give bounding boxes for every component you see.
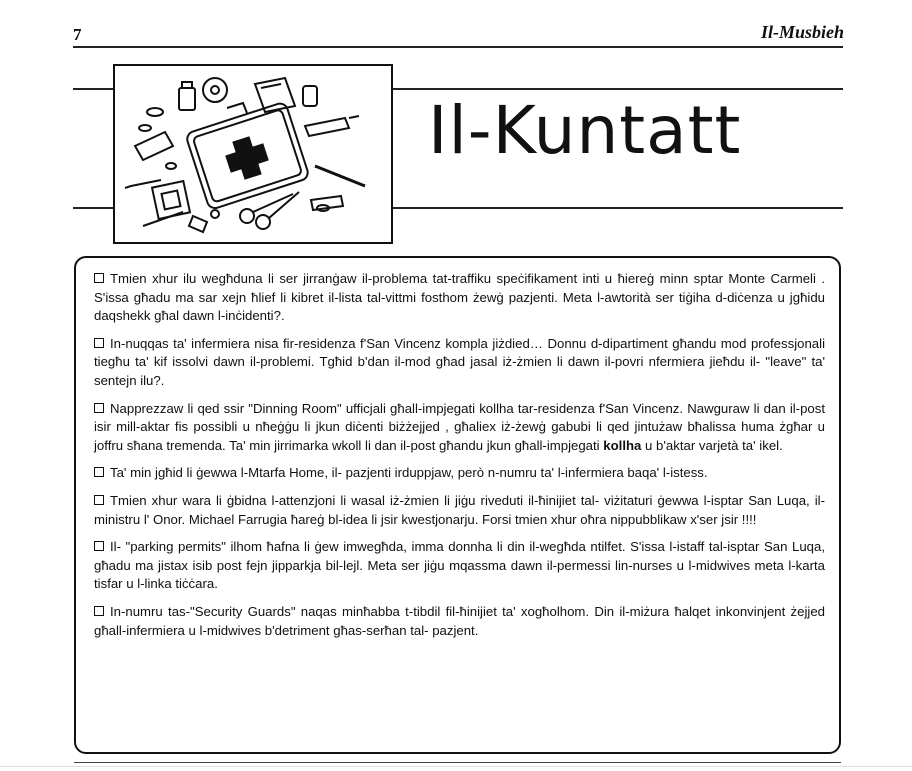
next-box-edge [74, 762, 841, 763]
paragraph-7: In-numru tas-"Security Guards" naqas minħabba t-tibdil fil-ħinijiet ta' xogħolhom. Din il-miżura ħalqet inkonvinjent żejjed għall-infermiera u l-midwives b'detriment għas-serħan tal- pazjent. [94, 603, 825, 638]
article-title: Il-Kuntatt [428, 92, 742, 169]
checkbox-bullet-icon [94, 606, 104, 616]
paragraph-1: Tmien xhur ilu wegħduna li ser jirranġaw il-problema tat-traffiku speċifikament inti u ħiereġ minn sptar Monte Carmeli . S'issa għadu ma sar xejn ħlief li kibret il-lista tal-vittmi fosthom żewġ pazjenti. Meta l-awtorità ser tiġiha d-diċenza u jgħidu daqshekk għal dawn l-inċidenti?. [94, 271, 825, 324]
paragraph-5: Tmien xhur wara li ġbidna l-attenzjoni li wasal iż-żmien li jiġu riveduti il-ħinijiet tal- viżitaturi ġewwa l-isptar San Luqa, il- ministru l' Onor. Michael Farrugia ħareġ bl-idea li jsir kwestjonarju. Forsi tmien xhur oħra nippubblikaw x'ser jsir !!!! [94, 492, 825, 527]
publication-name: Il-Musbieh [760, 22, 844, 42]
first-aid-illustration [113, 64, 393, 244]
paragraph-4: Ta' min jgħid li ġewwa l-Mtarfa Home, il- pazjenti irduppjaw, però n-numru ta' l-infermiera baqa' l-istess. [94, 464, 825, 483]
checkbox-bullet-icon [94, 338, 104, 348]
page-bottom-edge [0, 766, 912, 767]
paragraph-2: In-nuqqas ta' infermiera nisa fir-residenza f'San Vincenz kompla jiżdied… Donnu d-dipartiment għandu mod professjonali tiegħu ta' kif issolvi dawn il-problemi. Tgħid b'dan il-mod għad jasal iż-żmien li dawn il-povri nfermiera jieħdu il- "leave" ta' sentejn ilu?. [94, 335, 825, 388]
paragraph-6: Il- "parking permits" ilhom ħafna li ġew imwegħda, imma donnha li din il-wegħda ntilfet. S'issa l-istaff tal-isptar San Luqa, għadu ma jistax isib post fejn jipparkja bil-lejl. Meta ser jiġu mqassma dawn il-permessi lin-nurses u l-midwives meta l-karta tisfar u l-linka tiċċara. [94, 539, 825, 592]
article-body [74, 256, 841, 754]
header-rule [73, 46, 843, 48]
emphasis-text: kollha [603, 437, 642, 453]
checkbox-bullet-icon [94, 541, 104, 551]
checkbox-bullet-icon [94, 403, 104, 413]
page-number: 7 [73, 25, 82, 44]
checkbox-bullet-icon [94, 467, 104, 477]
checkbox-bullet-icon [94, 495, 104, 505]
paragraph-3: Napprezzaw li qed ssir "Dinning Room" ufficjali għall-impjegati kollha tar-residenza f'San Vincenz. Nawguraw li dan il-post isir mill-aktar fis possibli u nħeġġu li jkun diċenti biżżejjed , għaliex iż-żewġ gabubi li qed jintużaw bħalissa huma żgħar u joffru sħana tremenda. Ta' min jirrimarka wkoll li dan il-post għandu jkun għall-impjegati kollha u b'aktar varjetà ta' ikel. [94, 400, 825, 453]
first-aid-kit-icon [115, 66, 391, 242]
checkbox-bullet-icon [94, 273, 104, 283]
